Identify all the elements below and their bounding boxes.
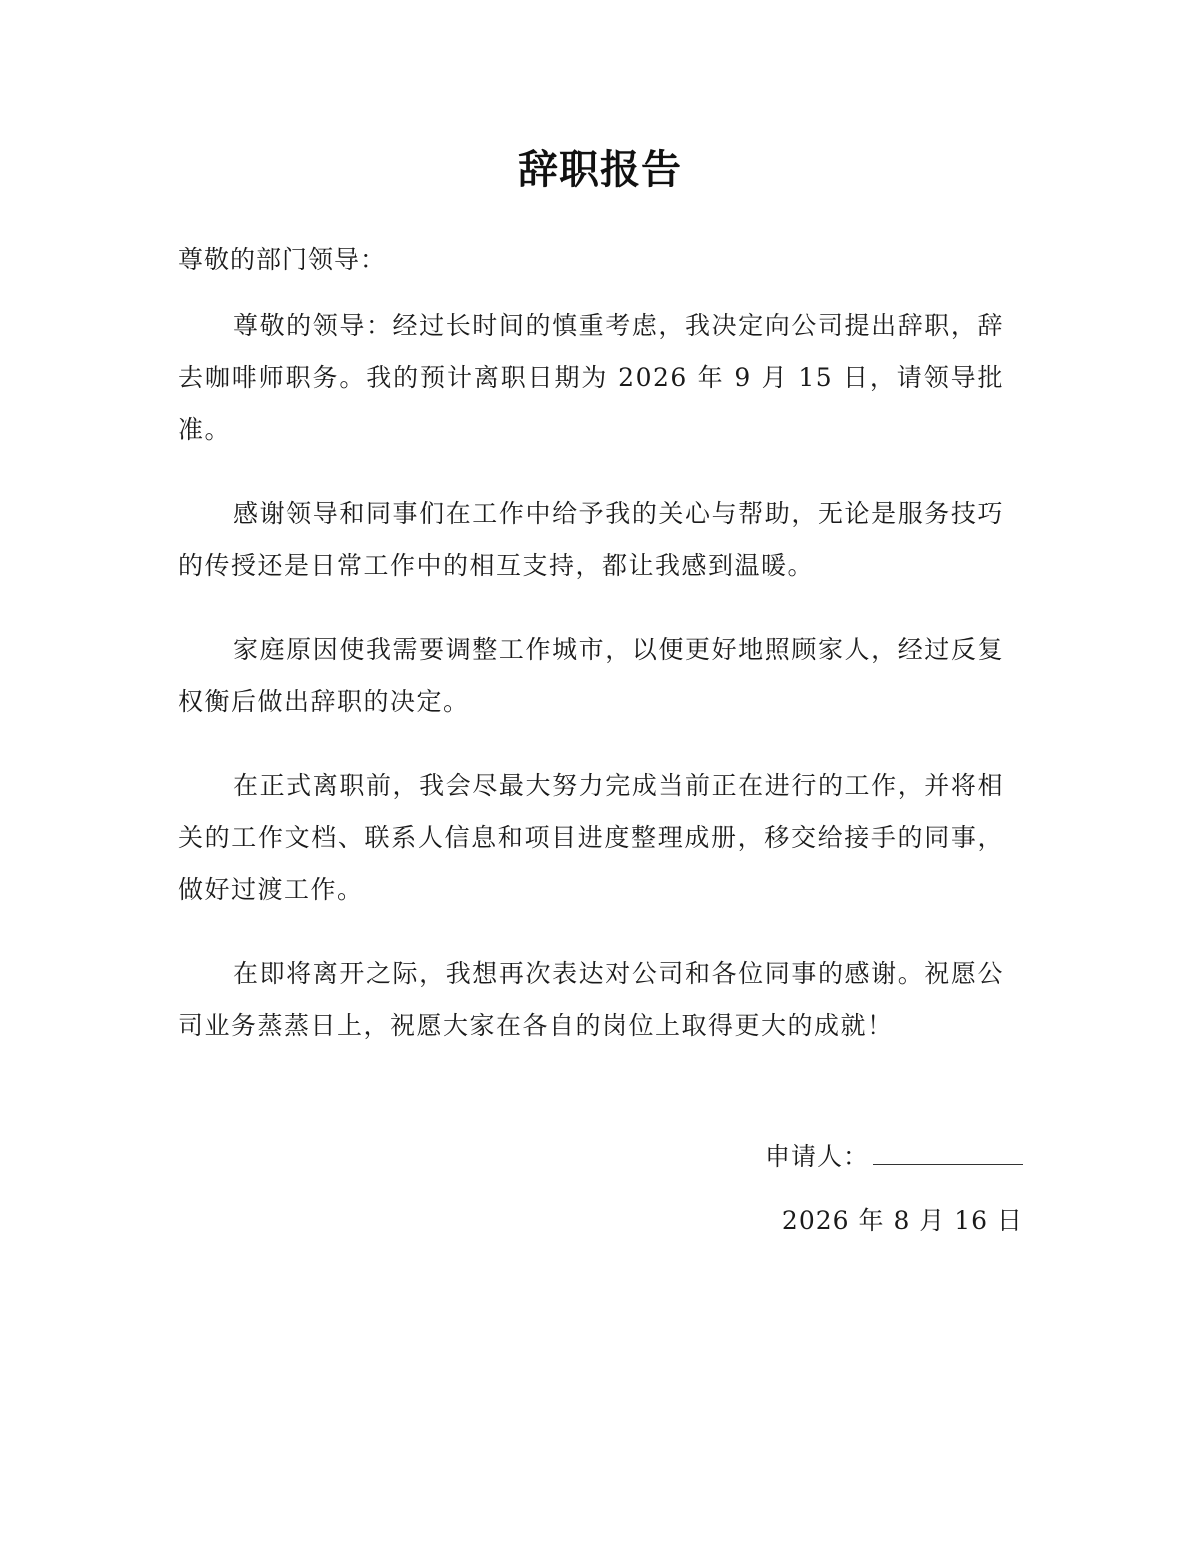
- document-body: [178, 300, 1004, 1084]
- paragraph-handover: 在正式离职前，我会尽最大努力完成当前正在进行的工作，并将相关的工作文档、联系人信息和项目进度整理成册，移交给接手的同事，做好过渡工作。: [178, 771, 1004, 904]
- signature-block: [765, 1142, 1023, 1172]
- paragraph-thanks: 感谢领导和同事们在工作中给予我的关心与帮助，无论是服务技巧的传授还是日常工作中的相互支持，都让我感到温暖。: [178, 499, 1004, 580]
- paragraph-reason: 家庭原因使我需要调整工作城市，以便更好地照顾家人，经过反复权衡后做出辞职的决定。: [178, 635, 1004, 716]
- signing-date: 2026 年 8 月 16 日: [781, 1206, 1023, 1235]
- paragraph-farewell: 在即将离开之际，我想再次表达对公司和各位同事的感谢。祝愿公司业务蒸蒸日上，祝愿大家在各自的岗位上取得更大的成就！: [178, 959, 1004, 1040]
- signature-line: [873, 1142, 1023, 1165]
- document-title: 辞职报告: [518, 147, 682, 193]
- salutation: 尊敬的部门领导：: [178, 245, 387, 274]
- signature-label: 申请人：: [764, 1142, 869, 1171]
- paragraph-resignation-statement: 尊敬的领导：经过长时间的慎重考虑，我决定向公司提出辞职，辞去咖啡师职务。我的预计离职日期为 2026 年 9 月 15 日，请领导批准。: [178, 311, 1004, 444]
